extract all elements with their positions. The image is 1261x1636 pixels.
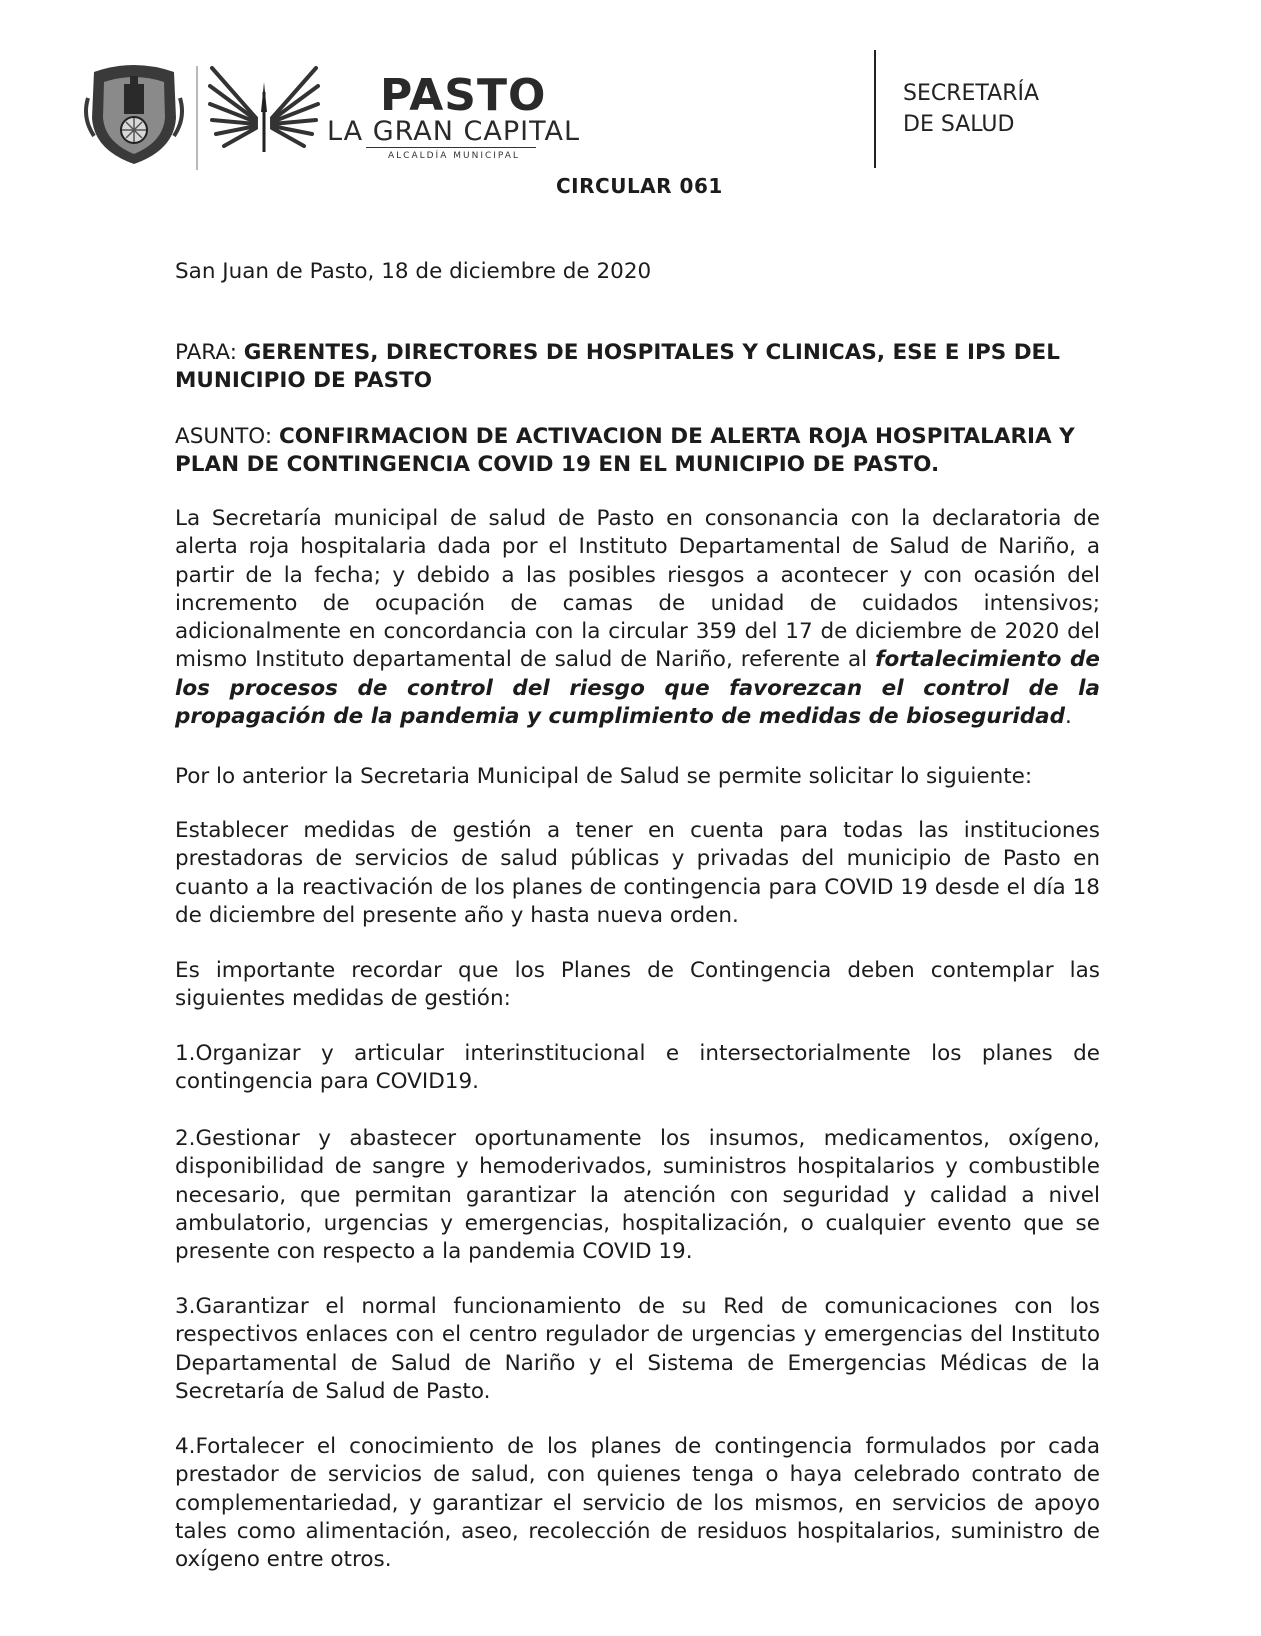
subject-label: ASUNTO: bbox=[175, 424, 279, 449]
recipient-label: PARA: bbox=[175, 340, 244, 365]
intro-paragraph bbox=[175, 505, 1100, 731]
establish-paragraph: Establecer medidas de gestión a tener en cuenta para todas las instituciones prestadoras de servicios de salud públicas y privadas del municipio de Pasto en cuanto a la reactivación de los planes de contingencia para COVID 19 desde el día 18 de diciembre del presente año y hasta nueva orden. bbox=[175, 818, 1100, 928]
list-item: 4.Fortalecer el conocimiento de los planes de contingencia formulados por cada prestador de servicios de salud, con quienes tenga o haya celebrado contrato de complementariedad, y garantizar el servicio de los mismos, en servicios de apoyo tales como alimentación, aseo, recolección de residuos hospitalarios, suministro de oxígeno entre otros. bbox=[175, 1434, 1100, 1573]
brand-subtitle: LA GRAN CAPITAL bbox=[327, 116, 581, 147]
brand-rule bbox=[366, 147, 536, 148]
recipient-line bbox=[175, 339, 1100, 396]
request-paragraph: Por lo anterior la Secretaria Municipal de Salud se permite solicitar lo siguiente: bbox=[175, 764, 1033, 789]
intro-emphasis: fortalecimiento de los procesos de control del riesgo que favorezcan el control de la propagación de la pandemia y cumplimiento de medidas de bioseguridad bbox=[175, 647, 1101, 730]
radiating-wings-icon bbox=[208, 62, 320, 158]
department-line-1: SECRETARÍA bbox=[903, 81, 1040, 106]
header-divider-left bbox=[196, 66, 198, 170]
department-name bbox=[903, 78, 1039, 140]
brand-small-caption: ALCALDÍA MUNICIPAL bbox=[388, 151, 520, 161]
circular-number: CIRCULAR 061 bbox=[556, 174, 723, 198]
list-item: 3.Garantizar el normal funcionamiento de su Red de comunicaciones con los respectivos enlaces con el centro regulador de urgencias y emergencias del Instituto Departamental de Salud de Nariño y el Sistema de Emergencias Médicas de la Secretaría de Salud de Pasto. bbox=[175, 1294, 1100, 1404]
subject-value: CONFIRMACION DE ACTIVACION DE ALERTA ROJA HOSPITALARIA Y PLAN DE CONTINGENCIA COVID 19 EN EL MUNICIPIO DE PASTO. bbox=[175, 424, 1075, 478]
recipient-value: GERENTES, DIRECTORES DE HOSPITALES Y CLINICAS, ESE E IPS DEL MUNICIPIO DE PASTO bbox=[175, 340, 1060, 394]
subject-line bbox=[175, 423, 1100, 480]
list-item: 1.Organizar y articular interinstitucional e intersectorialmente los planes de contingencia para COVID19. bbox=[175, 1041, 1100, 1095]
intro-text: La Secretaría municipal de salud de Pasto en consonancia con la declaratoria de alerta roja hospitalaria dada por el Instituto Departamental de Salud de Nariño, a partir de la fecha; y debido a las posibles riesgos a acontecer y con ocasión del incremento de ocupación de camas de unidad de cuidados intensivos; adicionalmente en concordancia con la circular 359 del 17 de diciembre de 2020 del mismo Instituto departamental de salud de Nariño, referente al bbox=[175, 506, 1100, 673]
brand-title: PASTO bbox=[380, 70, 547, 121]
letter-date: San Juan de Pasto, 18 de diciembre de 2020 bbox=[175, 259, 652, 284]
department-line-2: DE SALUD bbox=[903, 112, 1015, 137]
reminder-paragraph: Es importante recordar que los Planes de Contingencia deben contemplar las siguientes medidas de gestión: bbox=[175, 958, 1100, 1012]
intro-end: . bbox=[1064, 704, 1072, 730]
header-divider-right bbox=[874, 50, 876, 168]
list-item: 2.Gestionar y abastecer oportunamente los insumos, medicamentos, oxígeno, disponibilidad de sangre y hemoderivados, suministros hospitalarios y combustible necesario, que permitan garantizar la atención con seguridad y calidad a nivel ambulatorio, urgencias y emergencias, hospitalización, o cualquier evento que se presente con respecto a la pandemia COVID 19. bbox=[175, 1126, 1100, 1265]
coat-of-arms-icon bbox=[84, 58, 184, 166]
